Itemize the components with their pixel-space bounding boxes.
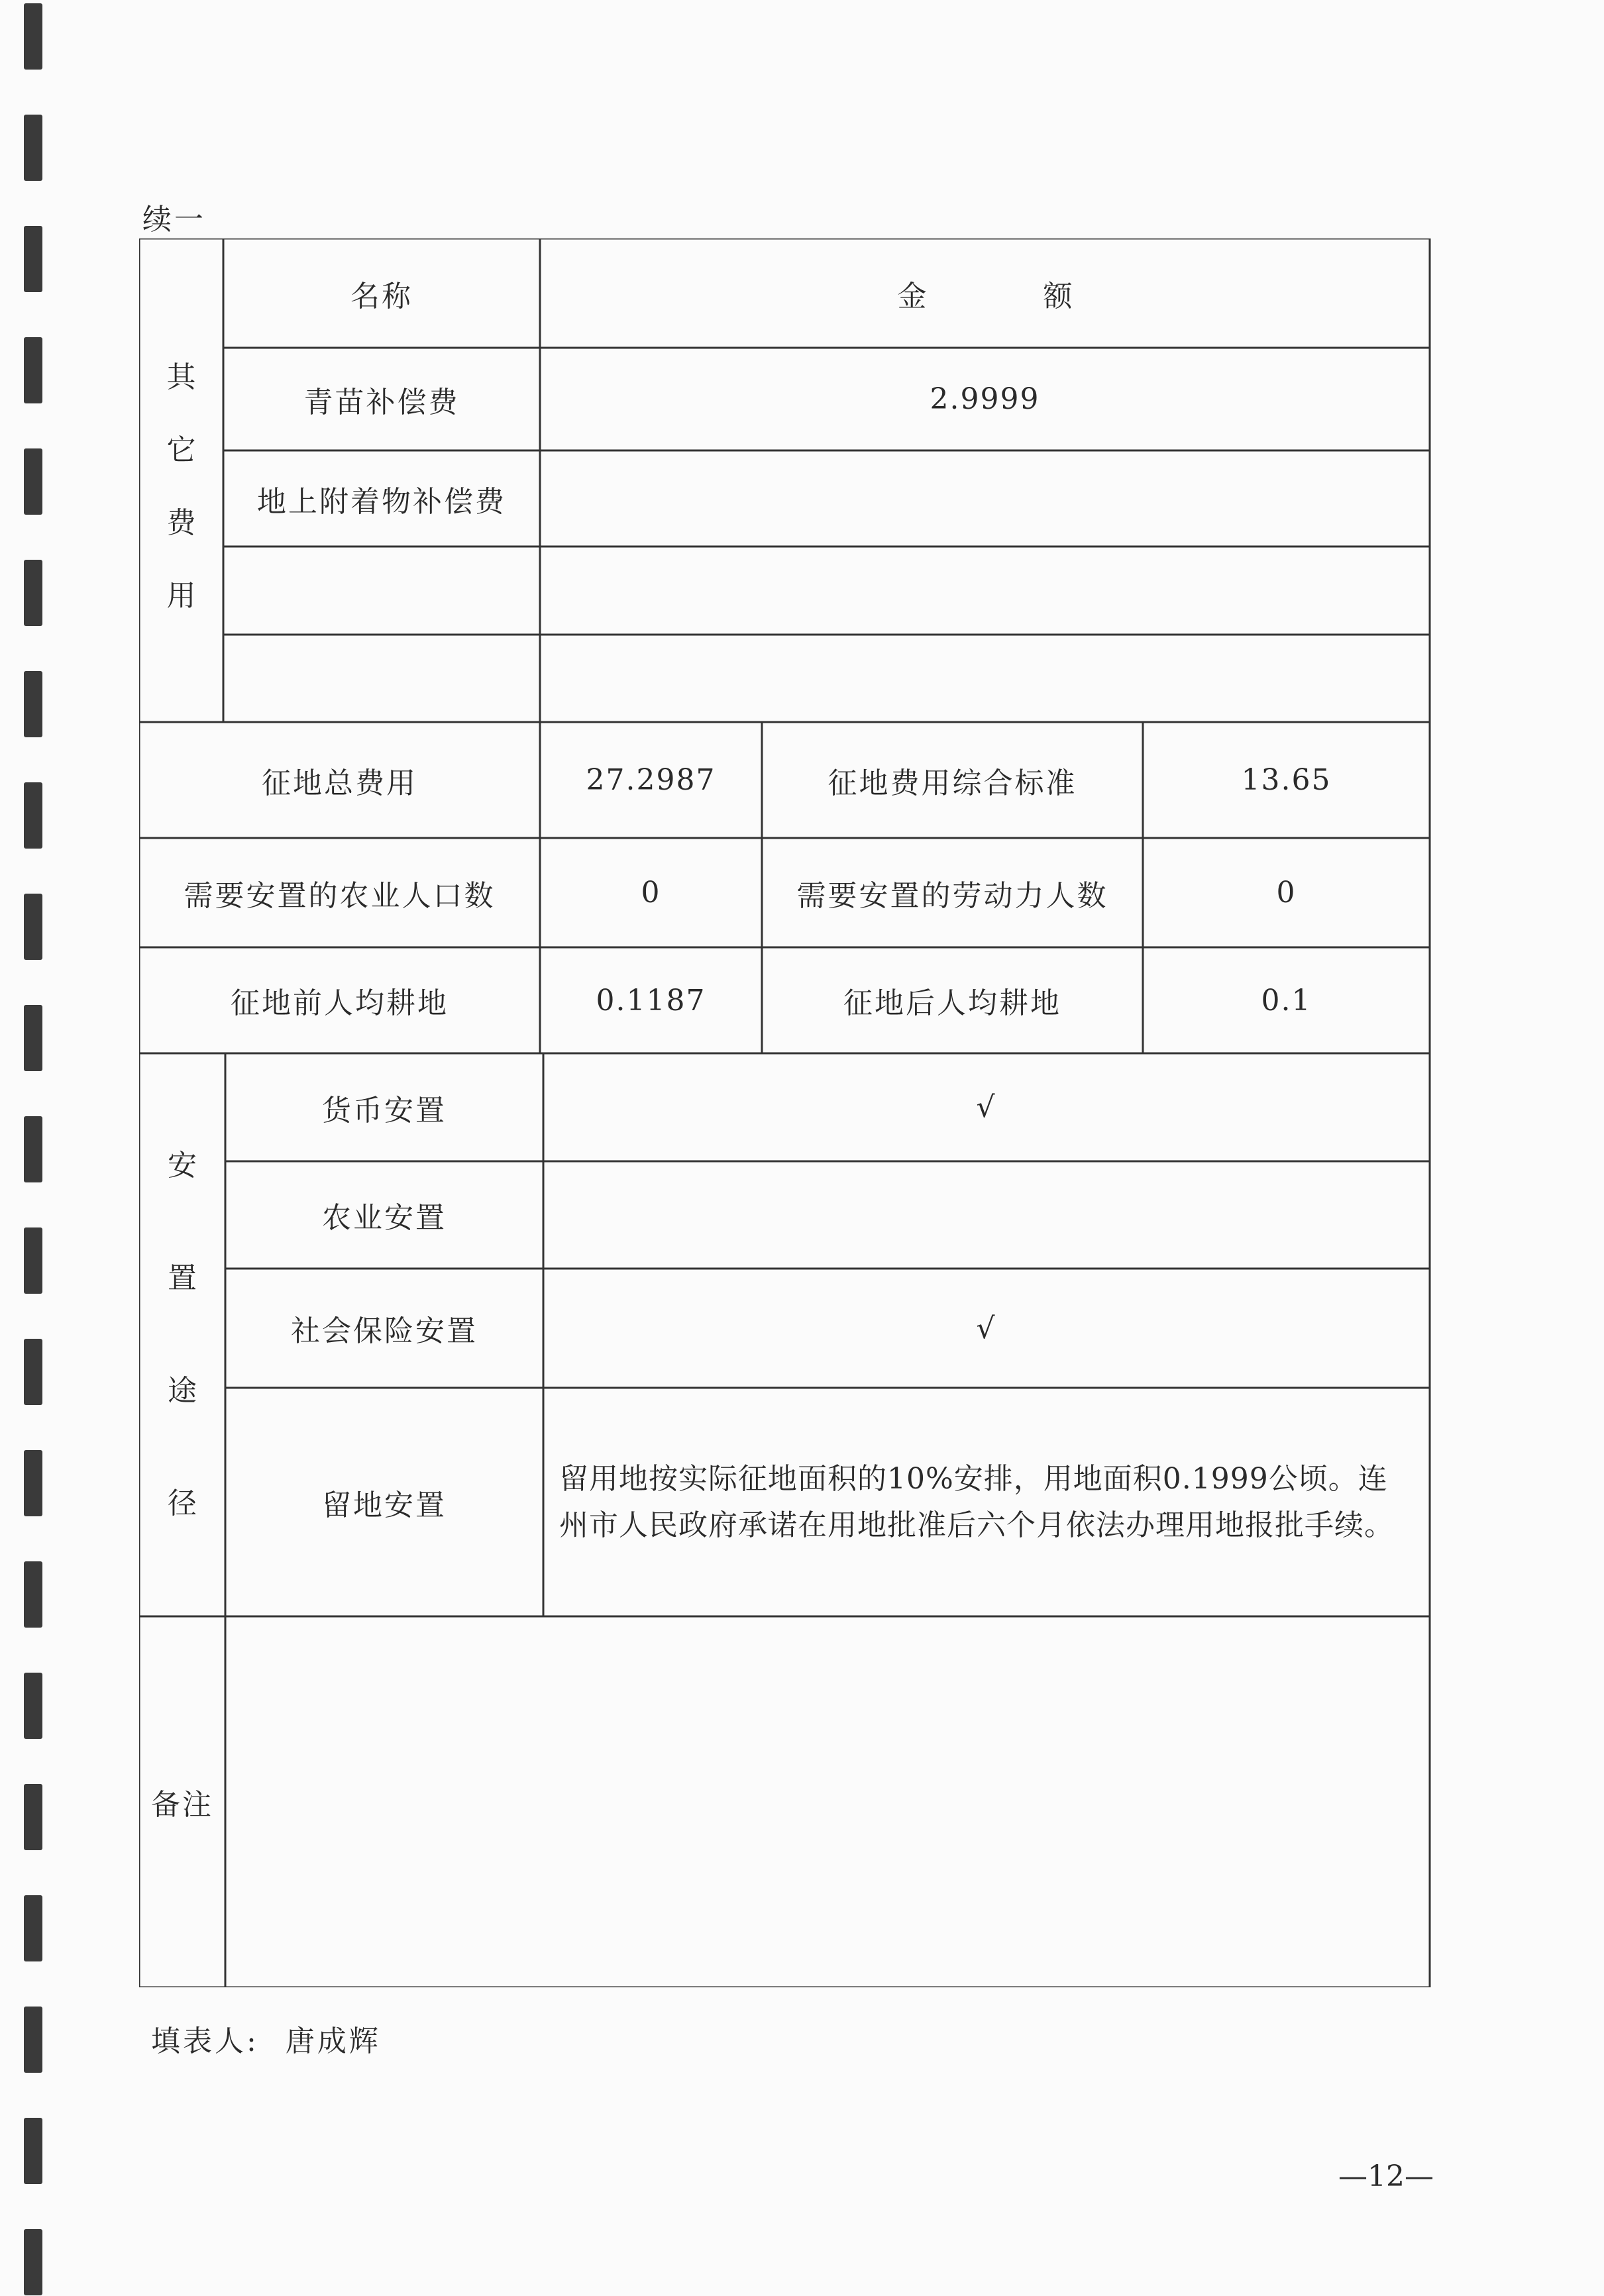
binder-hole (24, 894, 42, 960)
summary-label-cost-standard: 征地费用综合标准 (828, 766, 1077, 800)
remarks-value (225, 1616, 1430, 1987)
remarks-label: 备注 (151, 1788, 213, 1822)
continuation-label: 续一 (142, 203, 206, 236)
resettlement-value-social-insurance: √ (976, 1311, 997, 1345)
fee-name-1: 地上附着物补偿费 (257, 484, 506, 519)
other-fees-group-label: 其 它 费 用 (166, 360, 196, 613)
summary-label-total-cost: 征地总费用 (262, 766, 417, 800)
binder-hole (24, 1784, 42, 1850)
summary-value-farm-population: 0 (641, 876, 661, 910)
binder-hole (24, 1895, 42, 1961)
fee-name-0: 青苗补偿费 (303, 385, 460, 419)
binder-hole (24, 2229, 42, 2295)
resettlement-group-label: 安 置 途 径 (168, 1149, 197, 1520)
summary-value-land-before: 0.1187 (596, 983, 706, 1018)
fee-name-2 (223, 547, 540, 635)
resettlement-name-agricultural: 农业安置 (322, 1201, 447, 1235)
summary-value-labor-count: 0 (1276, 876, 1297, 910)
binder-hole (24, 2118, 42, 2184)
fee-amount-2 (540, 547, 1430, 635)
filler-label: 填表人: (151, 2024, 259, 2058)
summary-value-total-cost: 27.2987 (586, 763, 716, 797)
binder-hole (24, 1450, 42, 1516)
summary-label-land-after: 征地后人均耕地 (843, 986, 1061, 1020)
page-number: —12— (1338, 2160, 1434, 2193)
summary-label-farm-population: 需要安置的农业人口数 (184, 878, 496, 913)
fee-amount-3 (540, 635, 1430, 722)
binder-hole (24, 1673, 42, 1739)
summary-value-cost-standard: 13.65 (1241, 763, 1332, 797)
summary-label-land-before: 征地前人均耕地 (231, 986, 449, 1020)
binder-hole (24, 1116, 42, 1182)
binder-hole (24, 1005, 42, 1071)
binder-hole (24, 226, 42, 292)
header-amount: 金 额 (897, 279, 1073, 313)
resettlement-value-monetary: √ (976, 1090, 997, 1124)
form-filler (151, 2017, 407, 2060)
fee-amount-1 (540, 450, 1430, 547)
binder-hole (24, 337, 42, 403)
land-acquisition-table (139, 238, 1431, 1987)
fee-name-3 (223, 635, 540, 722)
binder-hole (24, 671, 42, 737)
summary-label-labor-count: 需要安置的劳动力人数 (796, 878, 1108, 913)
header-name: 名称 (350, 279, 413, 313)
binder-hole (24, 782, 42, 849)
fee-amount-0: 2.9999 (930, 382, 1040, 416)
resettlement-name-reserved-land: 留地安置 (322, 1488, 447, 1522)
binder-hole (24, 1561, 42, 1628)
resettlement-name-social-insurance: 社会保险安置 (291, 1314, 478, 1348)
binder-hole (24, 560, 42, 626)
binder-hole (24, 448, 42, 515)
resettlement-name-monetary: 货币安置 (322, 1093, 447, 1127)
binder-hole (24, 1227, 42, 1294)
binder-hole (24, 115, 42, 181)
filler-name: 唐成辉 (285, 2024, 381, 2058)
binder-hole (24, 2007, 42, 2073)
resettlement-value-reserved-land: 留用地按实际征地面积的10%安排，用地面积0.1999公顷。连州市人民政府承诺在用地批准后六个月依法办理用地报批手续。 (559, 1461, 1394, 1542)
summary-value-land-after: 0.1 (1261, 983, 1312, 1018)
binder-hole (24, 1339, 42, 1405)
binder-hole (24, 3, 42, 70)
binder-holes (20, 0, 46, 2296)
resettlement-value-agricultural (543, 1161, 1430, 1269)
